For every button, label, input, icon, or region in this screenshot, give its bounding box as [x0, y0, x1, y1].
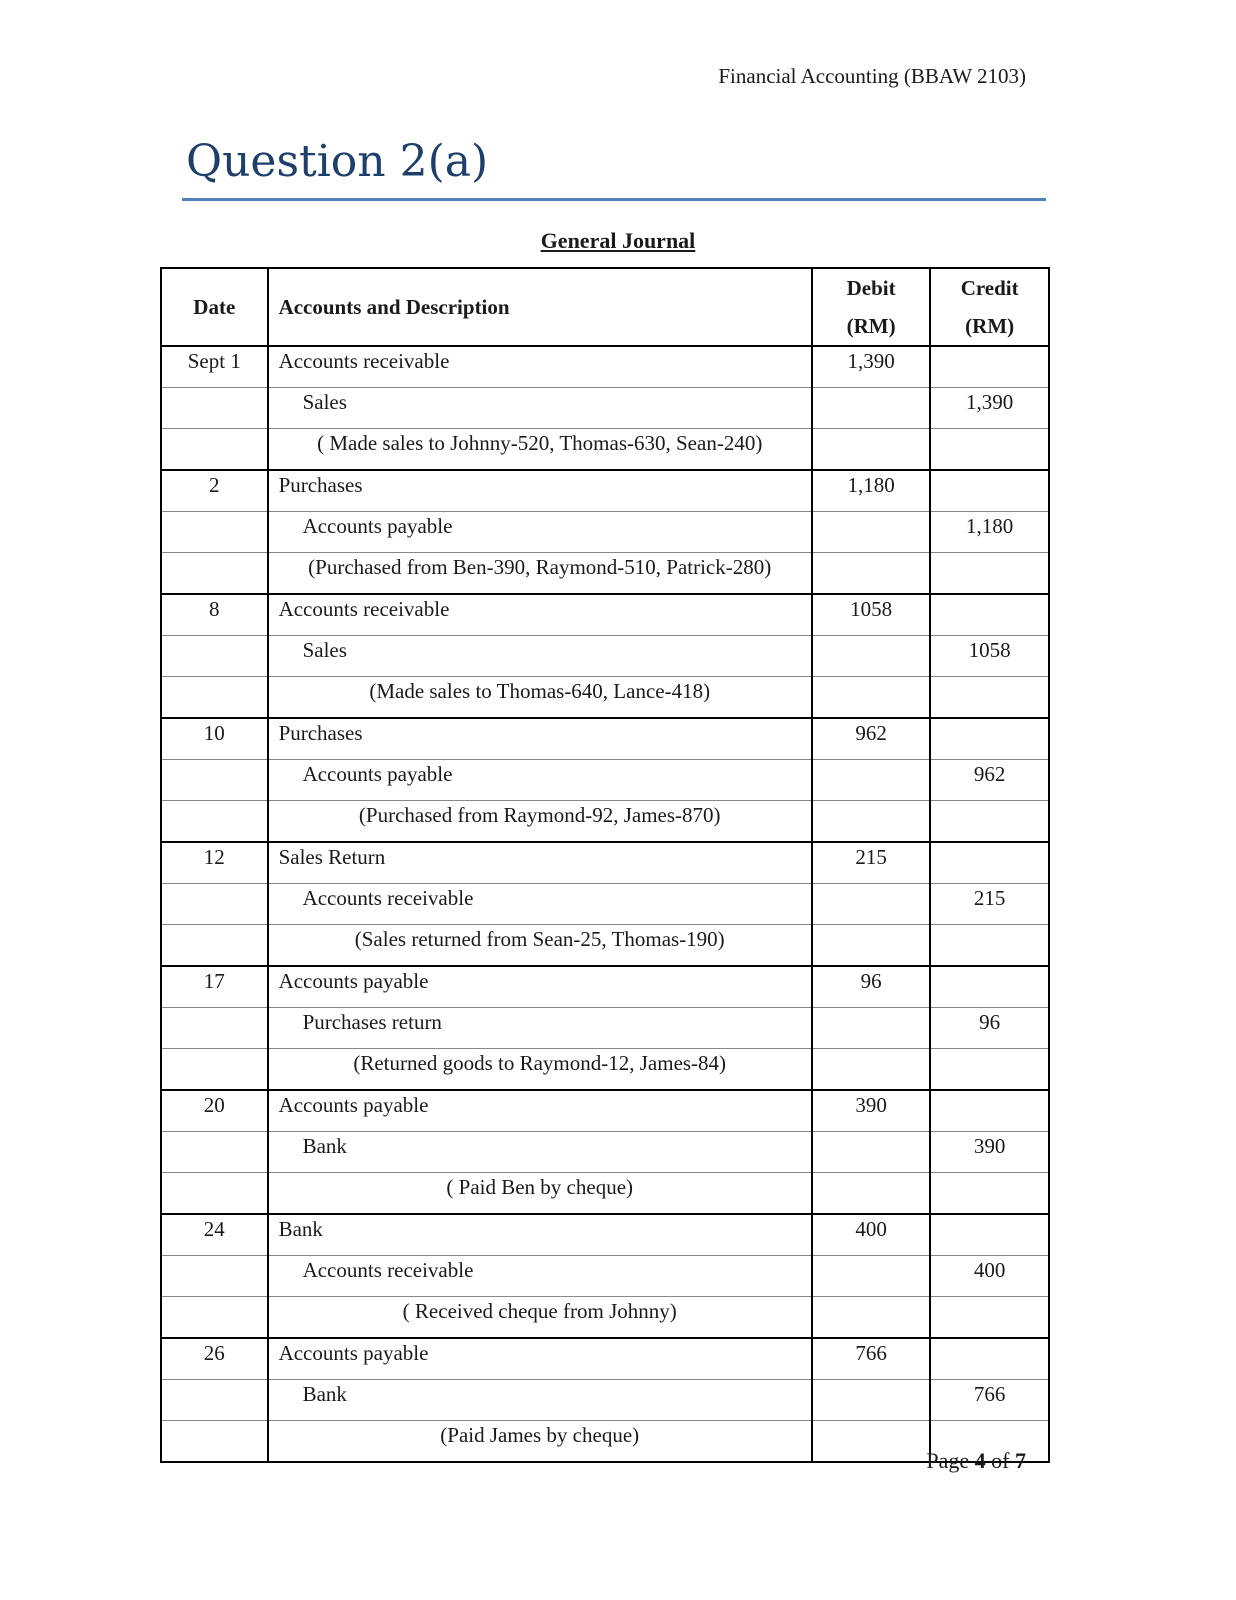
table-row [161, 1173, 1049, 1215]
credit-cell [930, 470, 1049, 512]
header-description: Accounts and Description [268, 268, 812, 346]
debit-cell: 1058 [812, 594, 930, 636]
description-cell: Sales Return [268, 842, 812, 884]
table-row [161, 718, 1049, 760]
credit-cell [930, 1214, 1049, 1256]
credit-cell [930, 594, 1049, 636]
description-cell: (Purchased from Ben-390, Raymond-510, Patrick-280) [268, 553, 812, 595]
table-header-row [161, 268, 1049, 346]
date-cell: Sept 1 [161, 346, 268, 388]
date-cell: 20 [161, 1090, 268, 1132]
table-row [161, 429, 1049, 471]
date-cell [161, 1380, 268, 1421]
credit-cell: 96 [930, 1008, 1049, 1049]
description-cell: ( Received cheque from Johnny) [268, 1297, 812, 1339]
debit-cell [812, 1297, 930, 1339]
debit-cell [812, 1256, 930, 1297]
date-cell [161, 1049, 268, 1091]
credit-cell [930, 1049, 1049, 1091]
description-cell: Purchases return [268, 1008, 812, 1049]
credit-cell [930, 346, 1049, 388]
credit-cell: 1058 [930, 636, 1049, 677]
page-footer [926, 1448, 1026, 1474]
header-date: Date [161, 268, 268, 346]
description-cell: Accounts payable [268, 512, 812, 553]
debit-cell: 1,390 [812, 346, 930, 388]
date-cell: 12 [161, 842, 268, 884]
date-cell: 8 [161, 594, 268, 636]
debit-cell: 215 [812, 842, 930, 884]
debit-cell [812, 801, 930, 843]
description-cell: Sales [268, 636, 812, 677]
credit-cell: 400 [930, 1256, 1049, 1297]
credit-cell: 962 [930, 760, 1049, 801]
description-cell: (Paid James by cheque) [268, 1421, 812, 1463]
date-cell [161, 925, 268, 967]
description-cell: Accounts payable [268, 760, 812, 801]
credit-cell [930, 718, 1049, 760]
date-cell [161, 1132, 268, 1173]
debit-cell [812, 1049, 930, 1091]
credit-cell: 215 [930, 884, 1049, 925]
page-number: 4 [974, 1448, 986, 1473]
credit-cell: 1,390 [930, 388, 1049, 429]
debit-cell [812, 925, 930, 967]
table-row [161, 1008, 1049, 1049]
description-cell: Purchases [268, 470, 812, 512]
date-cell: 2 [161, 470, 268, 512]
description-cell: Accounts payable [268, 966, 812, 1008]
date-cell [161, 1173, 268, 1215]
of-label: of [991, 1448, 1010, 1473]
total-pages: 7 [1015, 1448, 1026, 1473]
debit-cell: 962 [812, 718, 930, 760]
credit-cell [930, 553, 1049, 595]
credit-cell [930, 1297, 1049, 1339]
table-row [161, 1297, 1049, 1339]
table-row [161, 1132, 1049, 1173]
credit-cell [930, 925, 1049, 967]
credit-cell: 1,180 [930, 512, 1049, 553]
description-cell: (Returned goods to Raymond-12, James-84) [268, 1049, 812, 1091]
description-cell: ( Paid Ben by cheque) [268, 1173, 812, 1215]
table-row [161, 636, 1049, 677]
table-row [161, 677, 1049, 719]
credit-cell [930, 429, 1049, 471]
table-row [161, 388, 1049, 429]
description-cell: Accounts receivable [268, 346, 812, 388]
table-row [161, 1090, 1049, 1132]
debit-cell [812, 1421, 930, 1463]
table-row [161, 1256, 1049, 1297]
description-cell: Accounts payable [268, 1090, 812, 1132]
credit-cell [930, 1338, 1049, 1380]
debit-cell: 766 [812, 1338, 930, 1380]
description-cell: (Sales returned from Sean-25, Thomas-190) [268, 925, 812, 967]
date-cell [161, 801, 268, 843]
debit-cell: 400 [812, 1214, 930, 1256]
date-cell: 26 [161, 1338, 268, 1380]
date-cell: 10 [161, 718, 268, 760]
table-row [161, 553, 1049, 595]
header-credit [930, 268, 1049, 346]
credit-cell [930, 966, 1049, 1008]
header-debit-label: Debit [846, 276, 896, 300]
debit-cell [812, 1132, 930, 1173]
header-credit-unit: (RM) [965, 314, 1015, 338]
date-cell [161, 760, 268, 801]
table-row [161, 884, 1049, 925]
date-cell [161, 636, 268, 677]
debit-cell [812, 677, 930, 719]
table-row [161, 470, 1049, 512]
general-journal-table [160, 267, 1050, 1463]
table-row [161, 512, 1049, 553]
description-cell: Accounts payable [268, 1338, 812, 1380]
table-row [161, 594, 1049, 636]
description-cell: Bank [268, 1380, 812, 1421]
debit-cell [812, 512, 930, 553]
date-cell: 24 [161, 1214, 268, 1256]
date-cell [161, 388, 268, 429]
table-row [161, 842, 1049, 884]
table-row [161, 1338, 1049, 1380]
debit-cell [812, 1173, 930, 1215]
date-cell [161, 429, 268, 471]
table-row [161, 801, 1049, 843]
debit-cell [812, 760, 930, 801]
header-debit [812, 268, 930, 346]
debit-cell [812, 636, 930, 677]
credit-cell [930, 1090, 1049, 1132]
date-cell [161, 1421, 268, 1463]
table-row [161, 760, 1049, 801]
journal-body [161, 346, 1049, 1462]
description-cell: Purchases [268, 718, 812, 760]
description-cell: Bank [268, 1132, 812, 1173]
date-cell [161, 1008, 268, 1049]
description-cell: Accounts receivable [268, 594, 812, 636]
description-cell: (Made sales to Thomas-640, Lance-418) [268, 677, 812, 719]
credit-cell [930, 801, 1049, 843]
debit-cell [812, 388, 930, 429]
debit-cell [812, 429, 930, 471]
credit-cell: 766 [930, 1380, 1049, 1421]
table-row [161, 346, 1049, 388]
debit-cell [812, 553, 930, 595]
header-credit-label: Credit [960, 276, 1019, 300]
page-label: Page [926, 1448, 970, 1473]
journal-title: General Journal [540, 228, 696, 253]
credit-cell [930, 677, 1049, 719]
description-cell: ( Made sales to Johnny-520, Thomas-630, Sean-240) [268, 429, 812, 471]
table-row [161, 1214, 1049, 1256]
debit-cell: 96 [812, 966, 930, 1008]
date-cell [161, 553, 268, 595]
description-cell: Bank [268, 1214, 812, 1256]
description-cell: (Purchased from Raymond-92, James-870) [268, 801, 812, 843]
debit-cell [812, 884, 930, 925]
table-row [161, 1049, 1049, 1091]
credit-cell [930, 842, 1049, 884]
header-debit-unit: (RM) [846, 314, 896, 338]
date-cell [161, 1256, 268, 1297]
table-row [161, 1380, 1049, 1421]
table-row [161, 1421, 1049, 1463]
description-cell: Accounts receivable [268, 884, 812, 925]
title-underline [182, 198, 1046, 201]
date-cell [161, 1297, 268, 1339]
date-cell [161, 677, 268, 719]
description-cell: Sales [268, 388, 812, 429]
table-row [161, 966, 1049, 1008]
debit-cell [812, 1008, 930, 1049]
table-row [161, 925, 1049, 967]
credit-cell [930, 1173, 1049, 1215]
running-header: Financial Accounting (BBAW 2103) [718, 64, 1026, 88]
page-title: Question 2(a) [186, 136, 489, 187]
debit-cell: 390 [812, 1090, 930, 1132]
date-cell [161, 884, 268, 925]
date-cell [161, 512, 268, 553]
date-cell: 17 [161, 966, 268, 1008]
debit-cell: 1,180 [812, 470, 930, 512]
debit-cell [812, 1380, 930, 1421]
credit-cell: 390 [930, 1132, 1049, 1173]
description-cell: Accounts receivable [268, 1256, 812, 1297]
